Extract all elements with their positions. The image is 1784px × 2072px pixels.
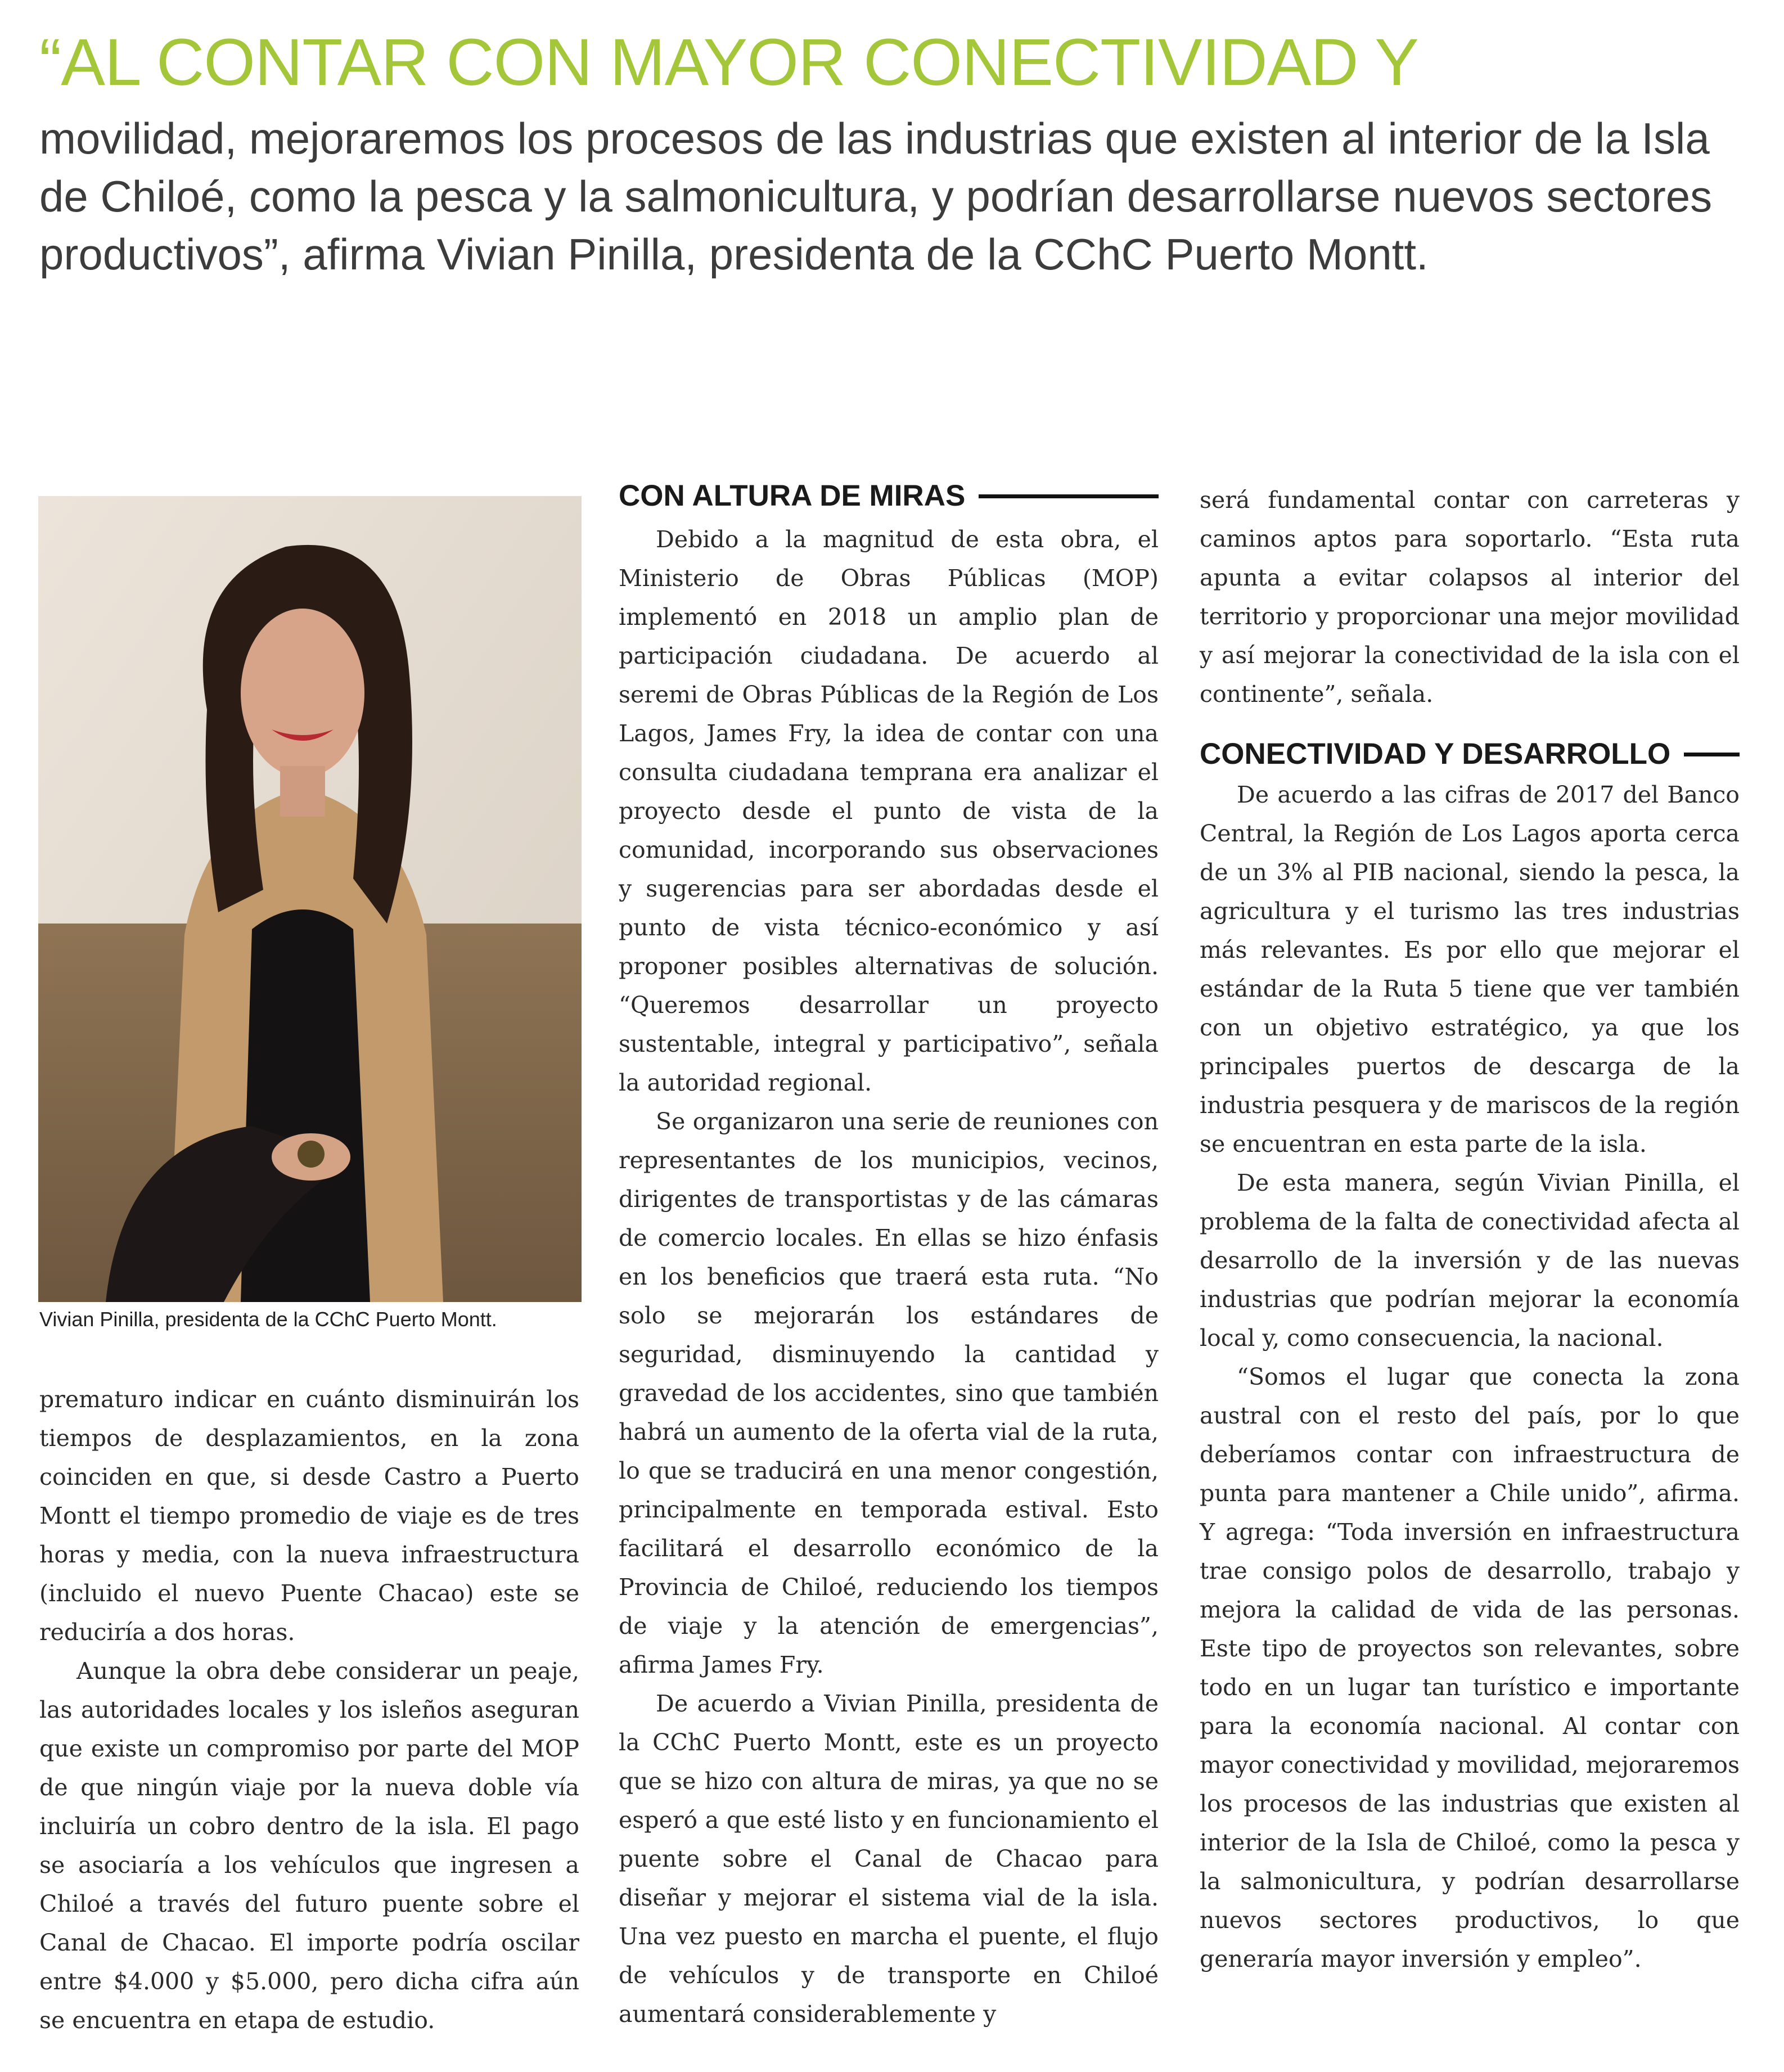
column-3 (1200, 481, 1740, 1979)
heading-rule (979, 494, 1159, 498)
column-2 (619, 520, 1159, 2034)
col1-paragraph-1: prematuro indicar en cuánto disminuirán los tiempos de desplazamientos, en la zona coinciden en que, si desde Castro a Puerto Montt el tiempo promedio de viaje es de tres horas y media, con la nueva infraestructura (incluido el nuevo Puente Chacao) este se reduciría a dos horas. (39, 1386, 579, 1646)
pull-quote-body: movilidad, mejoraremos los procesos de las industrias que existen al interior de la Isla de Chiloé, como la pesca y la salmonicultura, y podrían desarrollarse nuevos sectores productivos”, afirma Vivian Pinilla, presidenta de la CChC Puerto Montt. (39, 114, 1713, 279)
col3-paragraph-1: De acuerdo a las cifras de 2017 del Banco Central, la Región de Los Lagos aporta cerca de un 3% al PIB nacional, siendo la pesca, la agricultura y el turismo las tres industrias más relevantes. Es por ello que mejorar el estándar de la Ruta 5 tiene que ver también con un objetivo estratégico, ya que los principales puertos de descarga de la industria pesquera y de mariscos de la región se encuentran en esta parte de la isla. (1200, 781, 1740, 1157)
col2-paragraph-3: De acuerdo a Vivian Pinilla, presidenta de la CChC Puerto Montt, este es un proyecto que se hizo con altura de miras, ya que no se esperó a que esté listo y en funcionamiento el puente sobre el Canal de Chacao para diseñar y mejorar el sistema vial de la isla. Una vez puesto en marcha el puente, el flujo de vehículos y de transporte en Chiloé aumentará considerablemente y (619, 1690, 1159, 2028)
portrait-photo (38, 496, 582, 1302)
col3-paragraph-3: “Somos el lugar que conecta la zona austral con el resto del país, por lo que deberíamos contar con infraestructura de punta para mantener a Chile unido”, afirma. Y agrega: “Toda inversión en infraestructura trae consigo polos de desarrollo, trabajo y mejora la calidad de vida de las personas. Este tipo de proyectos son relevantes, sobre todo en un lugar tan turístico e importante para la economía nacional. Al contar con mayor conectividad y movilidad, mejoraremos los procesos de las industrias que existen al interior de la Isla de Chiloé, como la pesca y la salmonicultura, y podrían desarrollarse nuevos sectores productivos, lo que generaría mayor inversión y empleo”. (1200, 1363, 1740, 1972)
section-heading-conectividad-text: CONECTIVIDAD Y DESARROLLO (1200, 737, 1671, 771)
pull-quote-lead: “AL CONTAR CON MAYOR CONECTIVIDAD Y (39, 25, 1418, 100)
col3-intro: será fundamental contar con carreteras y caminos aptos para soportarlo. “Esta ruta apunta a evitar colapsos al interior del territorio y proporcionar una mejor movilidad y así mejorar la conectividad de la isla con el continente”, señala. (1200, 487, 1740, 708)
photo-caption: Vivian Pinilla, presidenta de la CChC Puerto Montt. (39, 1308, 497, 1331)
col1-paragraph-2: Aunque la obra debe considerar un peaje, las autoridades locales y los isleños aseguran que existe un compromiso por parte del MOP de que ningún viaje por la nueva doble vía incluiría un cobro dentro de la isla. El pago se asociaría a los vehículos que ingresen a Chiloé a través del futuro puente sobre el Canal de Chacao. El importe podría oscilar entre $4.000 y $5.000, pero dicha cifra aún se encuentra en etapa de estudio. (39, 1657, 579, 2034)
section-heading-conectividad (1200, 737, 1740, 771)
section-heading-altura-text: CON ALTURA DE MIRAS (619, 479, 966, 512)
col2-paragraph-1: Debido a la magnitud de esta obra, el Ministerio de Obras Públicas (MOP) implementó en 2018 un amplio plan de participación ciudadana. De acuerdo al seremi de Obras Públicas de la Región de Los Lagos, James Fry, la idea de contar con una consulta ciudadana temprana era analizar el proyecto desde el punto de vista de la comunidad, incorporando sus observaciones y sugerencias para ser abordadas desde el punto de vista técnico-económico y así proponer posibles alternativas de solución. “Queremos desarrollar un proyecto sustentable, integral y participativo”, señala la autoridad regional. (619, 526, 1159, 1096)
heading-rule (1684, 753, 1740, 756)
col2-paragraph-2: Se organizaron una serie de reuniones con representantes de los municipios, vecinos, dirigentes de transportistas y de las cámaras de comercio locales. En ellas se hizo énfasis en los beneficios que traerá esta ruta. “No solo se mejorarán los estándares de seguridad, disminuyendo la cantidad y gravedad de los accidentes, sino que también habrá un aumento de la oferta vial de la ruta, lo que se traducirá en una menor congestión, principalmente en temporada estival. Esto facilitará el desarrollo económico de la Provincia de Chiloé, reduciendo los tiempos de viaje y la atención de emergencias”, afirma James Fry. (619, 1108, 1159, 1678)
col3-paragraph-2: De esta manera, según Vivian Pinilla, el problema de la falta de conectividad afecta al desarrollo de la inversión y de las nuevas industrias que podrían mejorar la economía local y, como consecuencia, la nacional. (1200, 1169, 1740, 1352)
column-1 (39, 1380, 579, 2040)
section-heading-altura (619, 479, 1159, 513)
